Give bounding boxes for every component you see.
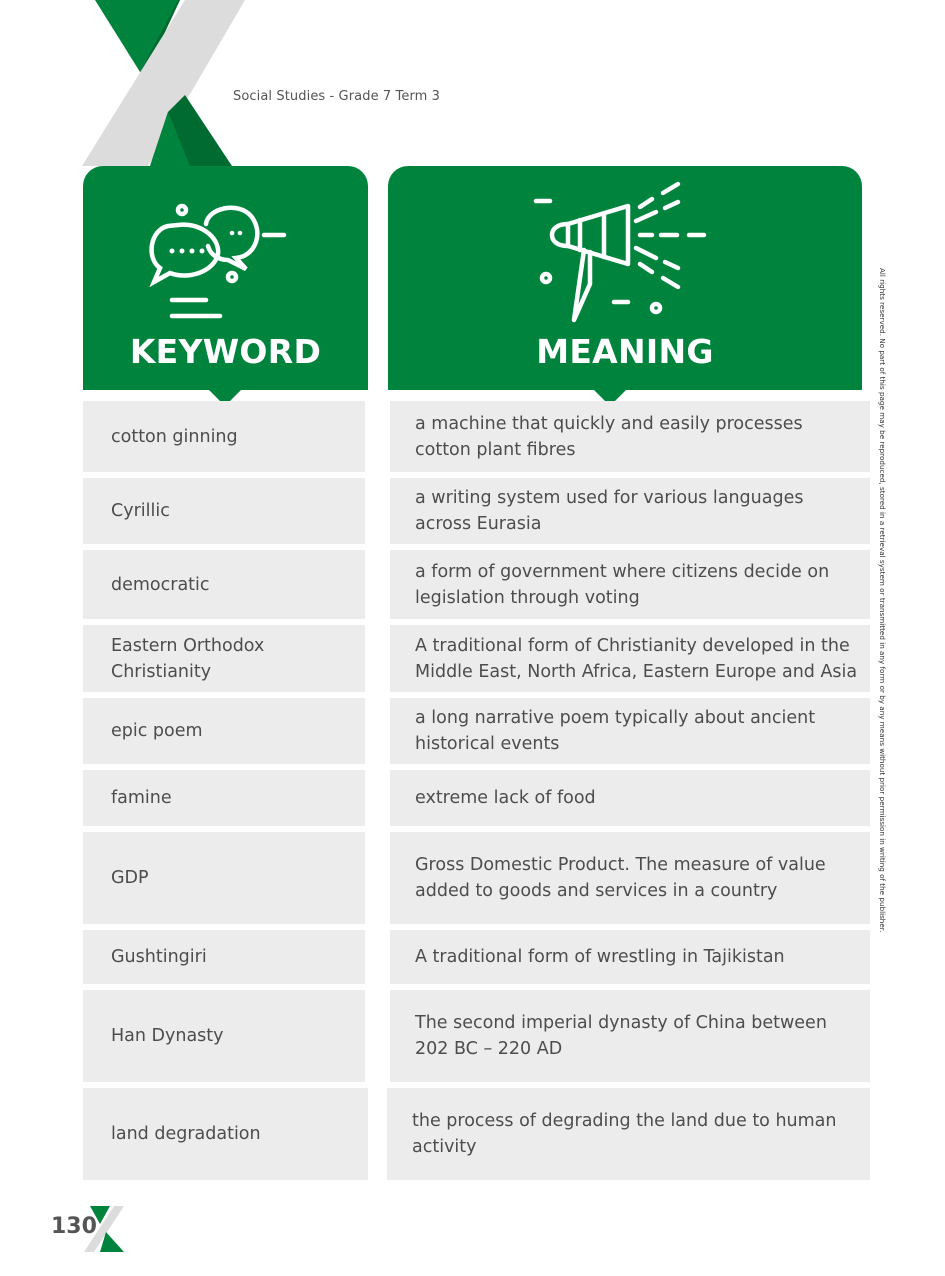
speech-bubbles-icon (148, 196, 298, 326)
meaning-cell (390, 478, 870, 544)
keyword-text: democratic (111, 574, 210, 595)
meaning-text: a writing system used for various languages across Eurasia (415, 488, 804, 534)
keyword-column-title: KEYWORD (129, 332, 322, 371)
keyword-cell (83, 625, 365, 692)
meaning-text: The second imperial dynasty of China between 202 BC – 220 AD (415, 1013, 827, 1059)
meaning-text: A traditional form of wrestling in Tajikistan (415, 947, 785, 967)
meaning-column-title: MEANING (536, 332, 714, 371)
running-header: Social Studies - Grade 7 Term 3 (233, 89, 441, 104)
meaning-cell (390, 698, 870, 764)
keyword-cell (83, 832, 365, 924)
copyright-note: All rights reserved. No part of this page may be reproduced, stored in a retrieval system or transmitted in any form or by any means without prior permission in writing of the publisher. (878, 268, 887, 933)
keyword-cell (83, 990, 365, 1082)
keyword-text: famine (111, 788, 172, 808)
meaning-cell (390, 550, 870, 619)
meaning-cell (390, 990, 870, 1082)
meaning-text: the process of degrading the land due to human activity (412, 1111, 837, 1157)
meaning-text: A traditional form of Christianity developed in the Middle East, North Africa, Eastern Europe and Asia (415, 635, 858, 682)
table-row (83, 990, 870, 1082)
keyword-text: cotton ginning (111, 426, 238, 447)
keyword-text: GDP (111, 868, 149, 888)
table-row (83, 832, 870, 924)
meaning-text: extreme lack of food (415, 788, 596, 808)
table-row (83, 478, 870, 544)
meaning-cell (390, 770, 870, 826)
meaning-text: a form of government where citizens decide on legislation through voting (415, 561, 830, 608)
keyword-cell (83, 478, 365, 544)
keyword-cell (83, 550, 365, 619)
meaning-column-header (388, 166, 862, 390)
keyword-cell (83, 930, 365, 984)
meaning-cell (390, 832, 870, 924)
meaning-cell (390, 625, 870, 692)
meaning-cell (390, 930, 870, 984)
meaning-text: a long narrative poem typically about ancient historical events (415, 708, 816, 754)
keyword-column-header (83, 166, 368, 390)
keyword-text: epic poem (111, 721, 203, 741)
page-number: 130 (51, 1214, 97, 1239)
table-row (83, 930, 870, 984)
keyword-cell (83, 1088, 368, 1180)
brand-logo-icon (0, 0, 260, 170)
meaning-cell (390, 401, 870, 472)
meaning-text: a machine that quickly and easily processes cotton plant fibres (415, 413, 803, 460)
keyword-text: land degradation (111, 1124, 261, 1144)
keyword-text: Gushtingiri (111, 947, 207, 967)
keyword-text: Eastern Orthodox Christianity (111, 635, 265, 682)
table-row (83, 625, 870, 692)
keyword-text: Cyrillic (111, 501, 170, 521)
keyword-cell (83, 698, 365, 764)
megaphone-icon (528, 180, 728, 330)
keyword-text: Han Dynasty (111, 1026, 224, 1046)
meaning-text: Gross Domestic Product. The measure of value added to goods and services in a country (415, 855, 826, 901)
keyword-cell (83, 401, 365, 472)
table-row (83, 698, 870, 764)
keyword-cell (83, 770, 365, 826)
meaning-cell (387, 1088, 870, 1180)
table-row (83, 550, 870, 619)
table-row (83, 770, 870, 826)
table-row (83, 401, 870, 472)
footer-logo-icon (84, 1206, 126, 1252)
table-row (83, 1088, 870, 1180)
